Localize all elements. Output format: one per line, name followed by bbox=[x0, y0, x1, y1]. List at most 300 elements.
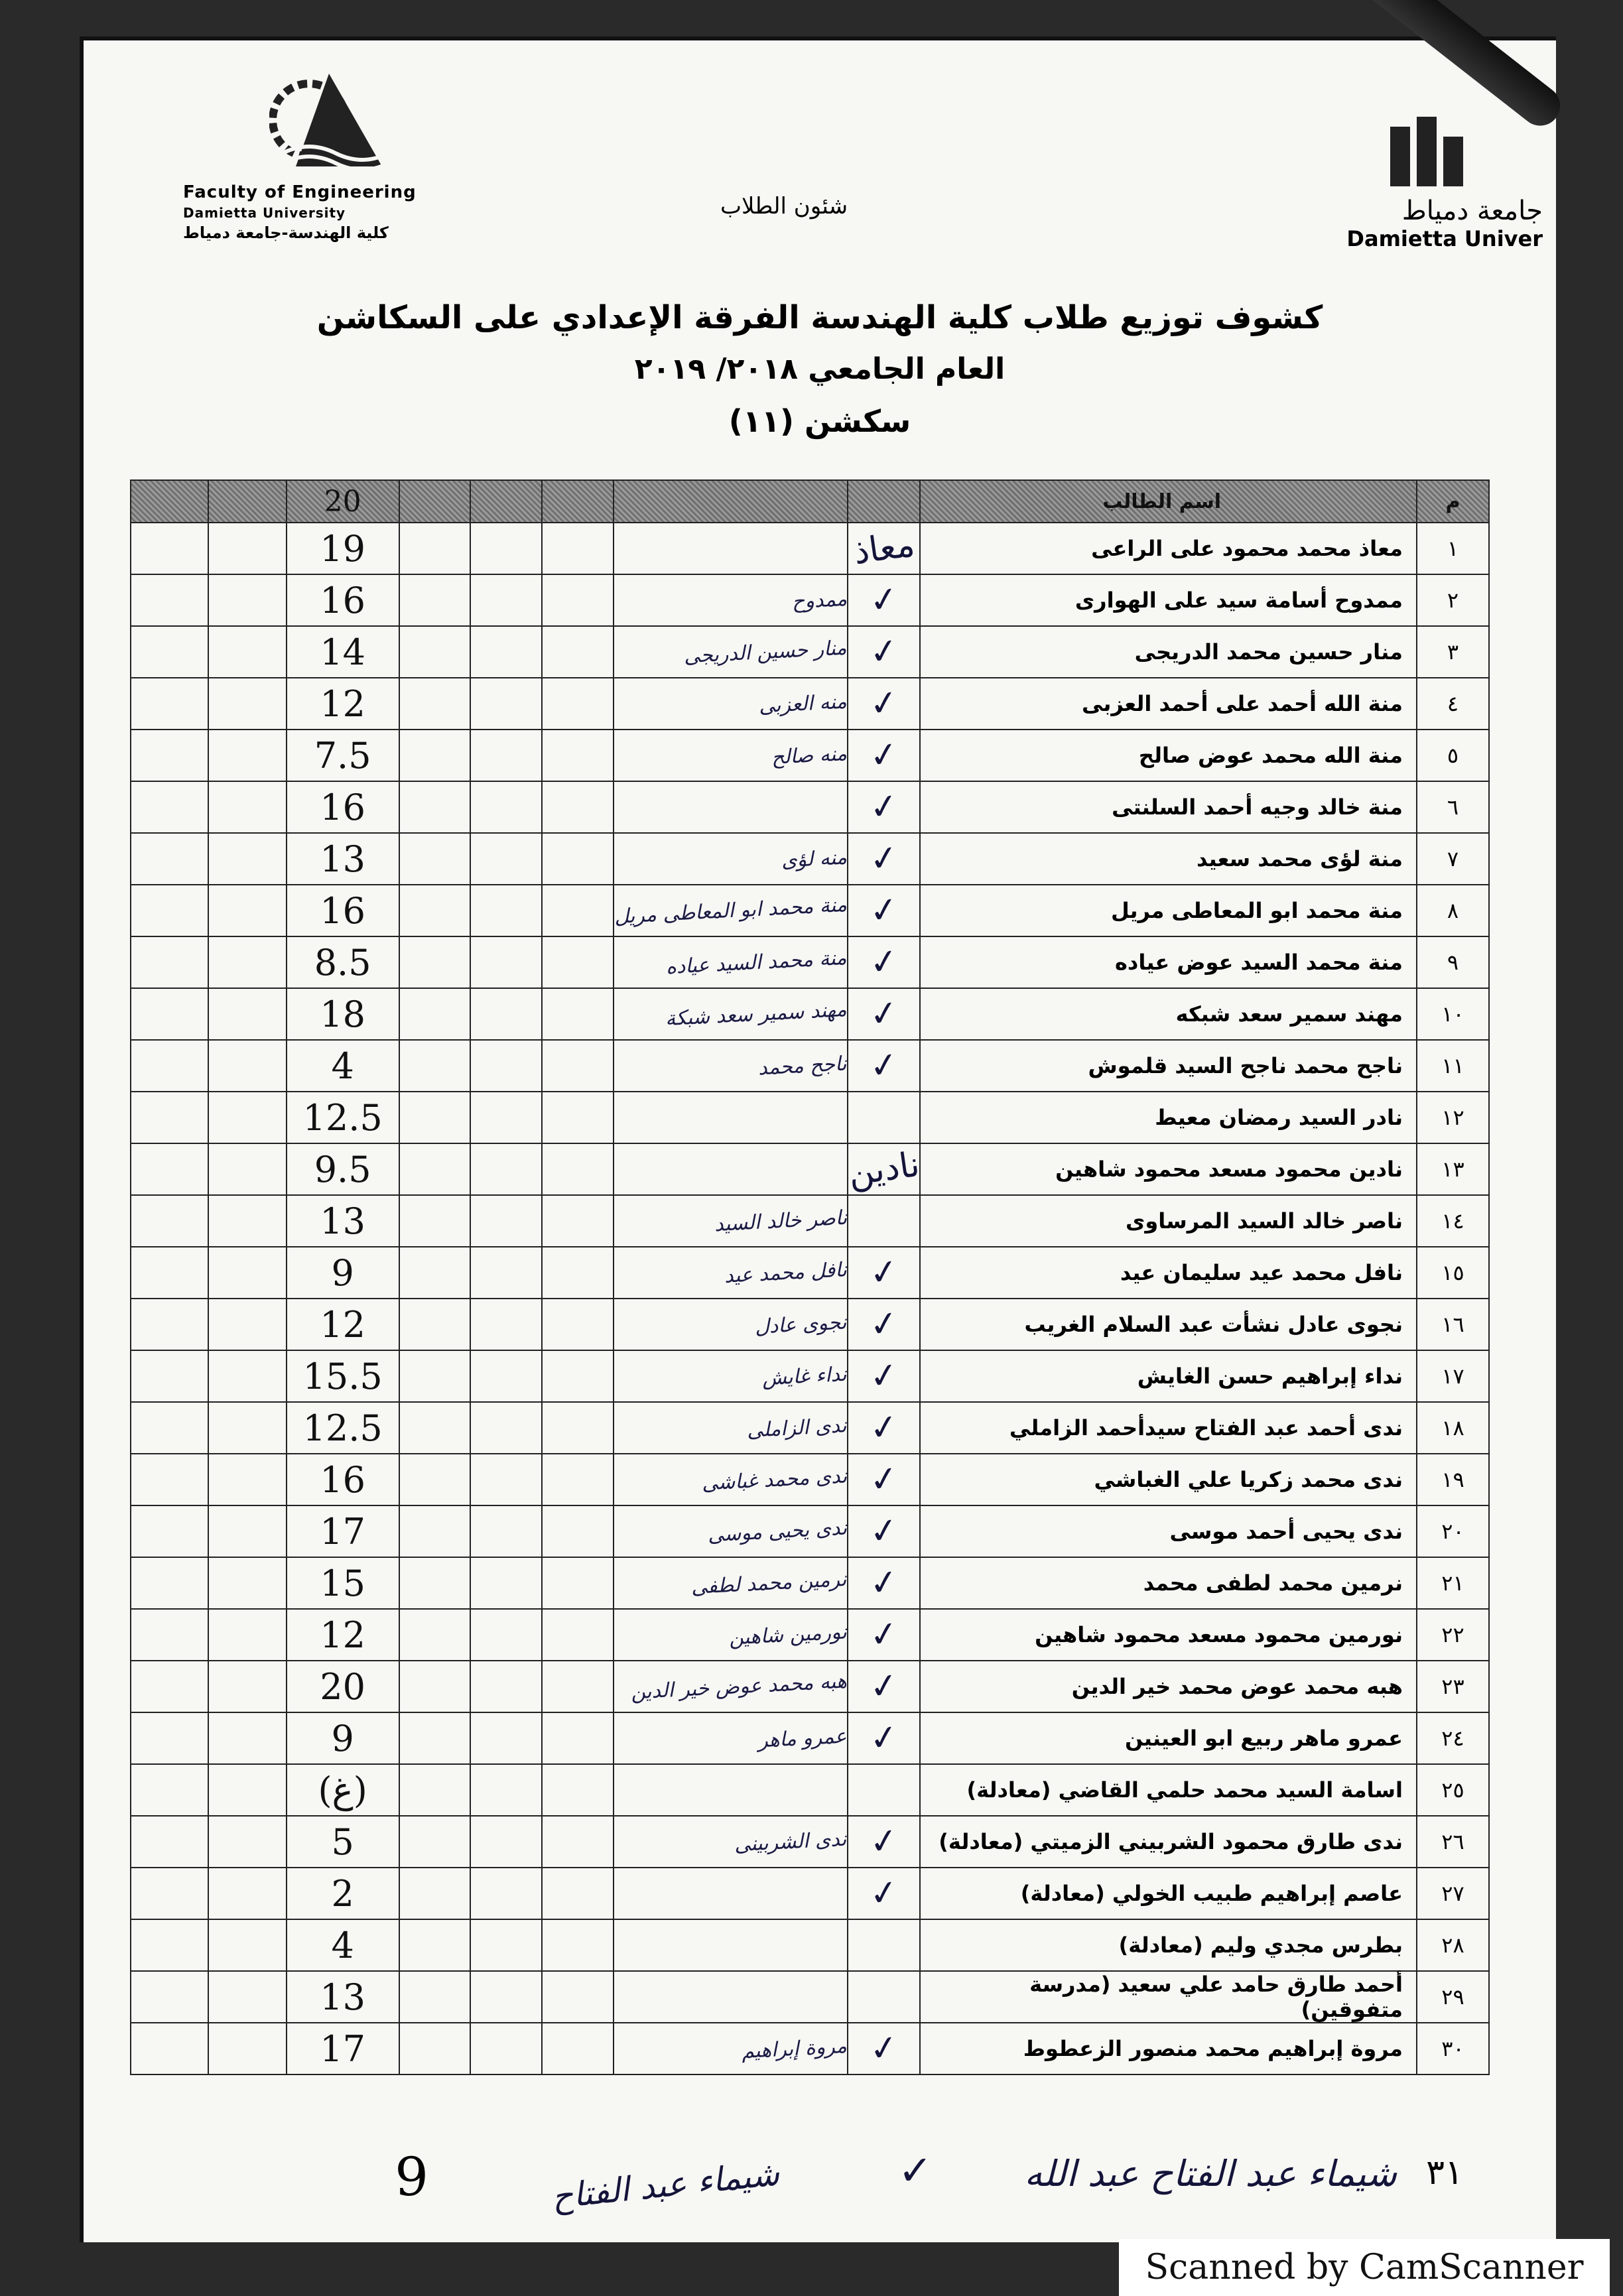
blank-cell bbox=[399, 1350, 471, 1402]
column-header-name: اسم الطالب bbox=[920, 480, 1417, 523]
blank-cell bbox=[470, 1195, 542, 1247]
blank-cell bbox=[131, 936, 208, 988]
blank-cell bbox=[208, 730, 286, 781]
blank-cell bbox=[399, 988, 471, 1040]
university-name-en-right: Damietta Univer bbox=[1346, 226, 1543, 251]
blank-cell bbox=[542, 1712, 614, 1764]
blank-cell bbox=[131, 1609, 208, 1661]
university-name-ar: جامعة دمياط bbox=[1401, 196, 1543, 226]
row-number: ٢٤ bbox=[1417, 1712, 1489, 1764]
column-header-blank bbox=[399, 480, 471, 523]
blank-cell bbox=[131, 1661, 208, 1712]
blank-cell bbox=[470, 1712, 542, 1764]
grade-value: 16 bbox=[287, 1454, 399, 1505]
student-name: نجوى عادل نشأت عبد السلام الغريب bbox=[920, 1299, 1417, 1350]
column-header-blank bbox=[542, 480, 614, 523]
student-name: معاذ محمد محمود على الراعى bbox=[920, 523, 1417, 574]
attendance-check bbox=[848, 1712, 921, 1764]
blank-cell bbox=[470, 1609, 542, 1661]
faculty-logo-block bbox=[183, 67, 462, 242]
student-name: نداء إبراهيم حسن الغايش bbox=[920, 1350, 1417, 1402]
student-name: منة محمد السيد عوض عياده bbox=[920, 936, 1417, 988]
signature-text: نداء غايش bbox=[761, 1362, 848, 1390]
extra-row-name: شيماء عبد الفتاح عبد الله bbox=[1024, 2153, 1397, 2195]
attendance-check bbox=[848, 1764, 921, 1816]
table-row bbox=[131, 781, 1489, 833]
grade-value: 9.5 bbox=[287, 1143, 399, 1195]
attendance-check bbox=[848, 678, 921, 730]
table-row bbox=[131, 1712, 1489, 1764]
attendance-check bbox=[848, 1971, 921, 2023]
check-mark-icon: معاذ bbox=[850, 524, 917, 573]
student-signature bbox=[614, 678, 848, 730]
handwritten-extra-row bbox=[130, 2146, 1490, 2219]
signature-text: نورمين شاهين bbox=[728, 1620, 848, 1650]
blank-cell bbox=[399, 1816, 471, 1868]
signature-text: نرمين محمد لطفى bbox=[690, 1567, 848, 1599]
grade-value: 19 bbox=[287, 523, 399, 574]
signature-text: ندى محمد غباشى bbox=[700, 1464, 848, 1496]
column-header-check bbox=[848, 480, 921, 523]
table-row bbox=[131, 678, 1489, 730]
blank-cell bbox=[470, 833, 542, 885]
grade-value: 14 bbox=[287, 626, 399, 678]
signature-text: مهند سمير سعد شبكة bbox=[665, 997, 848, 1031]
student-signature bbox=[614, 1247, 848, 1299]
blank-cell bbox=[131, 523, 208, 574]
blank-cell bbox=[542, 1505, 614, 1557]
blank-cell bbox=[542, 1868, 614, 1919]
student-signature bbox=[614, 885, 848, 936]
blank-cell bbox=[131, 1816, 208, 1868]
grade-value: 16 bbox=[287, 885, 399, 936]
check-mark-icon: ✓ bbox=[866, 630, 901, 674]
attendance-check bbox=[848, 1557, 921, 1609]
attendance-check bbox=[848, 988, 921, 1040]
student-name: منة خالد وجيه أحمد السلنتى bbox=[920, 781, 1417, 833]
blank-cell bbox=[131, 1919, 208, 1971]
blank-cell bbox=[399, 574, 471, 626]
blank-cell bbox=[399, 1247, 471, 1299]
row-number: ٣ bbox=[1417, 626, 1489, 678]
blank-cell bbox=[542, 833, 614, 885]
blank-cell bbox=[208, 523, 286, 574]
blank-cell bbox=[208, 1350, 286, 1402]
check-mark-icon: ✓ bbox=[866, 2027, 901, 2071]
table-row bbox=[131, 1092, 1489, 1143]
blank-cell bbox=[131, 1712, 208, 1764]
check-mark-icon: ✓ bbox=[866, 1665, 901, 1708]
attendance-check bbox=[848, 1505, 921, 1557]
check-mark-icon: ✓ bbox=[866, 1303, 901, 1346]
signature-text: نجوى عادل bbox=[754, 1310, 848, 1339]
student-signature bbox=[614, 574, 848, 626]
blank-cell bbox=[208, 1919, 286, 1971]
blank-cell bbox=[399, 781, 471, 833]
attendance-check bbox=[848, 833, 921, 885]
signature-text: منة محمد ابو المعاطى مريل bbox=[613, 893, 848, 928]
row-number: ١٣ bbox=[1417, 1143, 1489, 1195]
blank-cell bbox=[470, 781, 542, 833]
university-logo-icon bbox=[1377, 113, 1483, 193]
student-name: ناصر خالد السيد المرساوى bbox=[920, 1195, 1417, 1247]
blank-cell bbox=[399, 1609, 471, 1661]
blank-cell bbox=[542, 885, 614, 936]
student-name: مروة إبراهيم محمد منصور الزعطوط bbox=[920, 2023, 1417, 2074]
blank-cell bbox=[208, 936, 286, 988]
attendance-check bbox=[848, 1868, 921, 1919]
student-signature bbox=[614, 1764, 848, 1816]
blank-cell bbox=[399, 1454, 471, 1505]
student-signature bbox=[614, 1299, 848, 1350]
faculty-name-en: Faculty of Engineering bbox=[183, 182, 417, 202]
grade-value: 13 bbox=[287, 1195, 399, 1247]
table-row bbox=[131, 626, 1489, 678]
student-signature bbox=[614, 1454, 848, 1505]
row-number: ١٨ bbox=[1417, 1402, 1489, 1454]
blank-cell bbox=[470, 1092, 542, 1143]
signature-text: ندى الشربينى bbox=[734, 1827, 848, 1856]
blank-cell bbox=[542, 1195, 614, 1247]
column-header-number: م bbox=[1417, 480, 1489, 523]
blank-cell bbox=[470, 1971, 542, 2023]
attendance-check bbox=[848, 1247, 921, 1299]
attendance-check bbox=[848, 1195, 921, 1247]
table-row bbox=[131, 833, 1489, 885]
signature-text: ناجح محمد bbox=[757, 1052, 848, 1080]
blank-cell bbox=[542, 1661, 614, 1712]
row-number: ٢٨ bbox=[1417, 1919, 1489, 1971]
student-name: منة الله محمد عوض صالح bbox=[920, 730, 1417, 781]
attendance-check bbox=[848, 1661, 921, 1712]
blank-cell bbox=[399, 936, 471, 988]
table-row bbox=[131, 988, 1489, 1040]
student-signature bbox=[614, 833, 848, 885]
blank-cell bbox=[399, 1764, 471, 1816]
blank-cell bbox=[399, 1557, 471, 1609]
student-signature bbox=[614, 1661, 848, 1712]
blank-cell bbox=[542, 1299, 614, 1350]
signature-text: مروة إبراهيم bbox=[741, 2034, 848, 2063]
check-mark-icon: ✓ bbox=[866, 889, 901, 932]
student-signature bbox=[614, 2023, 848, 2074]
student-name: منة الله أحمد على أحمد العزبى bbox=[920, 678, 1417, 730]
blank-cell bbox=[131, 678, 208, 730]
column-header-blank bbox=[131, 480, 208, 523]
blank-cell bbox=[399, 678, 471, 730]
check-mark-icon: ✓ bbox=[866, 1613, 901, 1657]
student-name: نرمين محمد لطفى محمد bbox=[920, 1557, 1417, 1609]
student-signature bbox=[614, 1402, 848, 1454]
row-number: ٥ bbox=[1417, 730, 1489, 781]
blank-cell bbox=[208, 678, 286, 730]
extra-row-check: ✓ bbox=[898, 2146, 933, 2195]
blank-cell bbox=[131, 1454, 208, 1505]
blank-cell bbox=[399, 626, 471, 678]
blank-cell bbox=[131, 1299, 208, 1350]
blank-cell bbox=[470, 574, 542, 626]
student-name: بطرس مجدي وليم (معادلة) bbox=[920, 1919, 1417, 1971]
blank-cell bbox=[208, 1092, 286, 1143]
university-logo-block bbox=[1291, 113, 1543, 251]
blank-cell bbox=[542, 1919, 614, 1971]
row-number: ٧ bbox=[1417, 833, 1489, 885]
blank-cell bbox=[131, 626, 208, 678]
table-row bbox=[131, 1247, 1489, 1299]
blank-cell bbox=[131, 1868, 208, 1919]
row-number: ٢ bbox=[1417, 574, 1489, 626]
table-row bbox=[131, 523, 1489, 574]
title-block bbox=[84, 299, 1556, 439]
blank-cell bbox=[208, 1299, 286, 1350]
table-row bbox=[131, 936, 1489, 988]
check-mark-icon: ✓ bbox=[866, 1820, 901, 1864]
blank-cell bbox=[542, 1350, 614, 1402]
blank-cell bbox=[399, 1868, 471, 1919]
student-name: هبه محمد عوض محمد خير الدين bbox=[920, 1661, 1417, 1712]
attendance-check bbox=[848, 1816, 921, 1868]
blank-cell bbox=[542, 574, 614, 626]
extra-row-number: ٣١ bbox=[1426, 2153, 1463, 2193]
row-number: ٢٠ bbox=[1417, 1505, 1489, 1557]
student-signature bbox=[614, 1505, 848, 1557]
blank-cell bbox=[131, 988, 208, 1040]
table-row bbox=[131, 885, 1489, 936]
blank-cell bbox=[208, 1505, 286, 1557]
blank-cell bbox=[208, 1661, 286, 1712]
student-signature bbox=[614, 1609, 848, 1661]
table-row bbox=[131, 1402, 1489, 1454]
table-row bbox=[131, 1557, 1489, 1609]
extra-row-grade: 9 bbox=[395, 2146, 428, 2208]
grade-value: 12.5 bbox=[287, 1092, 399, 1143]
grade-value: 12 bbox=[287, 678, 399, 730]
row-number: ٩ bbox=[1417, 936, 1489, 988]
row-number: ٢٢ bbox=[1417, 1609, 1489, 1661]
check-mark-icon: ✓ bbox=[866, 1716, 901, 1760]
blank-cell bbox=[542, 1971, 614, 2023]
blank-cell bbox=[208, 1816, 286, 1868]
check-mark-icon: ✓ bbox=[866, 940, 901, 984]
signature-text: منة محمد السيد عياده bbox=[665, 946, 848, 979]
grade-value: 12 bbox=[287, 1299, 399, 1350]
check-mark-icon: ✓ bbox=[866, 1044, 901, 1088]
blank-cell bbox=[131, 833, 208, 885]
blank-cell bbox=[542, 626, 614, 678]
blank-cell bbox=[542, 2023, 614, 2074]
blank-cell bbox=[399, 1040, 471, 1092]
student-signature bbox=[614, 1868, 848, 1919]
blank-cell bbox=[542, 1092, 614, 1143]
attendance-check bbox=[848, 574, 921, 626]
blank-cell bbox=[399, 1143, 471, 1195]
signature-text: عمرو ماهر bbox=[757, 1724, 848, 1752]
blank-cell bbox=[208, 1764, 286, 1816]
blank-cell bbox=[131, 1092, 208, 1143]
blank-cell bbox=[542, 1454, 614, 1505]
blank-cell bbox=[399, 885, 471, 936]
blank-cell bbox=[208, 2023, 286, 2074]
row-number: ١١ bbox=[1417, 1040, 1489, 1092]
blank-cell bbox=[470, 626, 542, 678]
check-mark-icon: ✓ bbox=[866, 1251, 901, 1295]
check-mark-icon: ✓ bbox=[866, 733, 901, 777]
blank-cell bbox=[542, 1402, 614, 1454]
blank-cell bbox=[208, 1454, 286, 1505]
check-mark-icon: ✓ bbox=[866, 1509, 901, 1553]
check-mark-icon: ✓ bbox=[866, 1872, 901, 1915]
academic-year: العام الجامعي ٢٠١٨/ ٢٠١٩ bbox=[634, 352, 1006, 386]
attendance-check bbox=[848, 1143, 921, 1195]
blank-cell bbox=[131, 885, 208, 936]
check-mark-icon: نادين bbox=[846, 1144, 922, 1194]
table-row bbox=[131, 1868, 1489, 1919]
check-mark-icon: ✓ bbox=[866, 992, 901, 1036]
blank-cell bbox=[399, 1505, 471, 1557]
signature-text: ندى يحيى موسى bbox=[706, 1516, 848, 1547]
blank-cell bbox=[399, 1971, 471, 2023]
faculty-name-ar: كلية الهندسة-جامعة دمياط bbox=[183, 223, 389, 242]
row-number: ٢٦ bbox=[1417, 1816, 1489, 1868]
blank-cell bbox=[208, 1557, 286, 1609]
student-roster-table bbox=[130, 479, 1490, 2075]
blank-cell bbox=[399, 523, 471, 574]
row-number: ٢٧ bbox=[1417, 1868, 1489, 1919]
blank-cell bbox=[399, 1402, 471, 1454]
grade-value: 15 bbox=[287, 1557, 399, 1609]
signature-text: منار حسين الدريجى bbox=[683, 636, 848, 668]
signature-text: منه صالح bbox=[771, 741, 848, 769]
blank-cell bbox=[470, 1919, 542, 1971]
check-mark-icon: ✓ bbox=[866, 682, 901, 726]
row-number: ١٥ bbox=[1417, 1247, 1489, 1299]
student-signature bbox=[614, 1971, 848, 2023]
row-number: ٢٥ bbox=[1417, 1764, 1489, 1816]
blank-cell bbox=[470, 1764, 542, 1816]
section-label: سكشن (١١) bbox=[728, 403, 911, 439]
student-signature bbox=[614, 936, 848, 988]
blank-cell bbox=[542, 523, 614, 574]
table-row bbox=[131, 1609, 1489, 1661]
grade-value: 16 bbox=[287, 781, 399, 833]
row-number: ٤ bbox=[1417, 678, 1489, 730]
blank-cell bbox=[399, 2023, 471, 2074]
check-mark-icon: ✓ bbox=[866, 1354, 901, 1398]
attendance-check bbox=[848, 1609, 921, 1661]
table-row bbox=[131, 1971, 1489, 2023]
blank-cell bbox=[542, 1143, 614, 1195]
blank-cell bbox=[208, 988, 286, 1040]
signature-text: ناصر خالد السيد bbox=[713, 1206, 848, 1236]
student-name: نافل محمد عيد سليمان عيد bbox=[920, 1247, 1417, 1299]
blank-cell bbox=[399, 1195, 471, 1247]
grade-value: 20 bbox=[287, 1661, 399, 1712]
blank-cell bbox=[399, 833, 471, 885]
grade-value: 4 bbox=[287, 1040, 399, 1092]
row-number: ٦ bbox=[1417, 781, 1489, 833]
blank-cell bbox=[131, 1350, 208, 1402]
row-number: ٣٠ bbox=[1417, 2023, 1489, 2074]
blank-cell bbox=[470, 1247, 542, 1299]
student-signature bbox=[614, 1040, 848, 1092]
grade-value: 15.5 bbox=[287, 1350, 399, 1402]
blank-cell bbox=[131, 1195, 208, 1247]
check-mark-icon: ✓ bbox=[866, 785, 901, 829]
grade-value: 9 bbox=[287, 1247, 399, 1299]
blank-cell bbox=[542, 988, 614, 1040]
blank-cell bbox=[208, 1040, 286, 1092]
table-row bbox=[131, 2023, 1489, 2074]
student-name: عاصم إبراهيم طبيب الخولي (معادلة) bbox=[920, 1868, 1417, 1919]
row-number: ٢١ bbox=[1417, 1557, 1489, 1609]
table-row bbox=[131, 1919, 1489, 1971]
student-name: منار حسين محمد الدريجى bbox=[920, 626, 1417, 678]
blank-cell bbox=[542, 1816, 614, 1868]
blank-cell bbox=[208, 1143, 286, 1195]
blank-cell bbox=[131, 1143, 208, 1195]
attendance-check bbox=[848, 1299, 921, 1350]
blank-cell bbox=[542, 1040, 614, 1092]
student-signature bbox=[614, 1919, 848, 1971]
blank-cell bbox=[470, 988, 542, 1040]
attendance-check bbox=[848, 1454, 921, 1505]
student-signature bbox=[614, 1195, 848, 1247]
blank-cell bbox=[542, 936, 614, 988]
student-name: أحمد طارق حامد علي سعيد (مدرسة متفوقين) bbox=[920, 1971, 1417, 2023]
check-mark-icon: ✓ bbox=[866, 1561, 901, 1605]
student-name: ناجح محمد ناجح السيد قلموش bbox=[920, 1040, 1417, 1092]
attendance-check bbox=[848, 626, 921, 678]
student-signature bbox=[614, 781, 848, 833]
blank-cell bbox=[542, 781, 614, 833]
table-row bbox=[131, 730, 1489, 781]
blank-cell bbox=[208, 1195, 286, 1247]
grade-value: 5 bbox=[287, 1816, 399, 1868]
blank-cell bbox=[399, 730, 471, 781]
blank-cell bbox=[208, 1712, 286, 1764]
column-header-signature bbox=[614, 480, 848, 523]
signature-text: نافل محمد عيد bbox=[724, 1257, 848, 1288]
student-signature bbox=[614, 626, 848, 678]
check-mark-icon: ✓ bbox=[866, 1406, 901, 1450]
blank-cell bbox=[399, 1712, 471, 1764]
blank-cell bbox=[399, 1661, 471, 1712]
student-name: منة محمد ابو المعاطى مريل bbox=[920, 885, 1417, 936]
attendance-check bbox=[848, 730, 921, 781]
blank-cell bbox=[208, 574, 286, 626]
signature-text: هبه محمد عوض خير الدين bbox=[630, 1669, 848, 1704]
blank-cell bbox=[542, 1764, 614, 1816]
blank-cell bbox=[470, 1040, 542, 1092]
check-mark-icon: ✓ bbox=[866, 578, 901, 622]
attendance-check bbox=[848, 1092, 921, 1143]
table-row bbox=[131, 1195, 1489, 1247]
blank-cell bbox=[542, 678, 614, 730]
row-number: ٨ bbox=[1417, 885, 1489, 936]
grade-value: 8.5 bbox=[287, 936, 399, 988]
scanner-watermark: Scanned by CamScanner bbox=[1119, 2239, 1610, 2296]
row-number: ١٤ bbox=[1417, 1195, 1489, 1247]
row-number: ١ bbox=[1417, 523, 1489, 574]
student-signature bbox=[614, 730, 848, 781]
blank-cell bbox=[399, 1092, 471, 1143]
table-body bbox=[131, 523, 1489, 2074]
student-name: نادر السيد رمضان معيط bbox=[920, 1092, 1417, 1143]
blank-cell bbox=[208, 626, 286, 678]
grade-value: 7.5 bbox=[287, 730, 399, 781]
blank-cell bbox=[131, 730, 208, 781]
table-row bbox=[131, 1764, 1489, 1816]
